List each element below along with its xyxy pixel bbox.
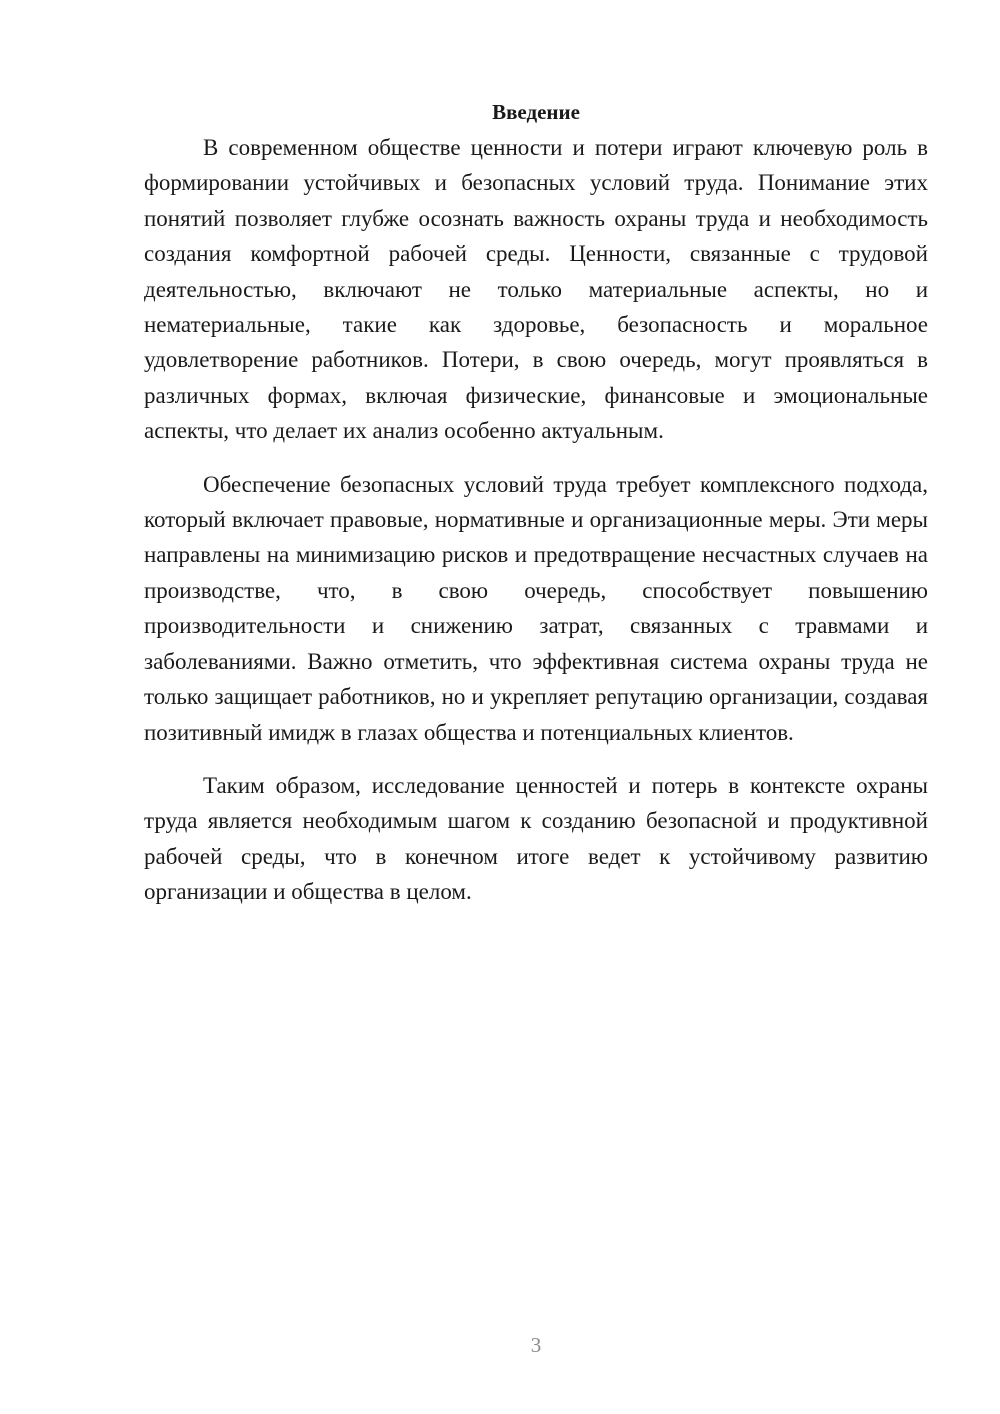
page-content bbox=[144, 96, 928, 928]
page-number: 3 bbox=[530, 1333, 542, 1357]
paragraph: Таким образом, исследование ценностей и потерь в контексте охраны труда является необходимым шагом к созданию безопасной и продуктивной рабочей среды, что в конечном итоге ведет к устойчивому развитию организации и общества в целом. bbox=[144, 772, 928, 905]
paragraph: В современном обществе ценности и потери играют ключевую роль в формировании устойчивых и безопасных условий труда. Понимание этих понятий позволяет глубже осознать важность охраны труда и необходимость создания комфортной рабочей среды. Ценности, связанные с трудовой деятельностью, включают не только материальные аспекты, но и нематериальные, такие как здоровье, безопасность и моральное удовлетворение работников. Потери, в свою очередь, могут проявляться в различных формах, включая физические, финансовые и эмоциональные аспекты, что делает их анализ особенно актуальным. bbox=[144, 135, 928, 444]
paragraph: Обеспечение безопасных условий труда требует комплексного подхода, который включает правовые, нормативные и организационные меры. Эти меры направлены на минимизацию рисков и предотвращение несчастных случаев на производстве, что, в свою очередь, способствует повышению производительности и снижению затрат, связанных с травмами и заболеваниями. Важно отметить, что эффективная система охраны труда не только защищает работников, но и укрепляет репутацию организации, создавая позитивный имидж в глазах общества и потенциальных клиентов. bbox=[144, 471, 928, 745]
section-title: Введение bbox=[492, 100, 580, 124]
